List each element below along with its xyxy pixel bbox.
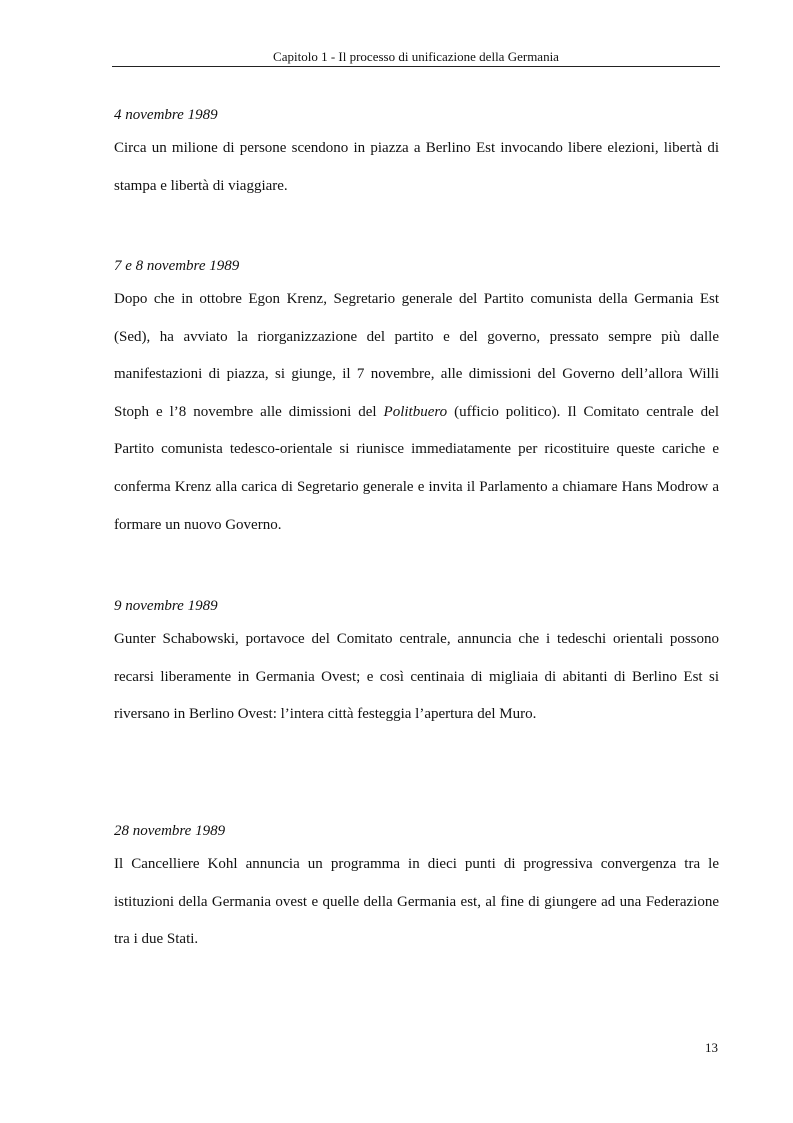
entry-text (114, 281, 719, 544)
entry-text: Circa un milione di persone scendono in piazza a Berlino Est invocando libere elezioni, libertà di stampa e libertà di viaggiare. (114, 140, 719, 194)
timeline-entry-9-nov-1989 (114, 597, 719, 734)
timeline-entry-7-8-nov-1989 (114, 257, 719, 544)
entry-date: 4 novembre 1989 (114, 107, 218, 123)
entry-text: Il Cancelliere Kohl annuncia un programma in dieci punti di progressiva convergenza tra le istituzioni della Germania ovest e quelle della Germania est, al fine di giungere ad una Federazione tra i due Stati. (114, 856, 719, 948)
entry-text-italic-term: Politbuero (383, 403, 448, 420)
timeline-entry-4-nov-1989 (114, 106, 719, 205)
entry-date: 7 e 8 novembre 1989 (114, 258, 240, 274)
entry-text-part: (ufficio politico). Il Comitato centrale del Partito comunista tedesco-orientale si riunisce immediatamente per ricostituire queste cariche e conferma Krenz alla carica di Segretario generale e invita il Parlamento a chiamare Hans Modrow a formare un nuovo Governo. (114, 403, 720, 533)
timeline-entry-28-nov-1989 (114, 822, 719, 959)
entry-text: Gunter Schabowski, portavoce del Comitato centrale, annuncia che i tedeschi orientali possono recarsi liberamente in Germania Ovest; e così centinaia di migliaia di abitanti di Berlino Est si riversano in Berlino Ovest: l’intera città festeggia l’apertura del Muro. (114, 631, 719, 723)
entry-date: 9 novembre 1989 (114, 598, 218, 614)
entry-text-part: Dopo che in ottobre Egon Krenz, Segretario generale del Partito comunista della Germania Est (Sed), ha avviato la riorganizzazione del partito e del governo, pressato sempre più dalle manifestazioni di piazza, si giunge, il 7 novembre, alle dimissioni del Governo dell’allora Willi Stoph e l’8 novembre alle dimissioni del (114, 291, 719, 420)
running-header: Capitolo 1 - Il processo di unificazione della Germania (273, 49, 559, 64)
header-rule (112, 66, 720, 67)
page-number: 13 (705, 1040, 718, 1055)
entry-date: 28 novembre 1989 (114, 823, 226, 839)
